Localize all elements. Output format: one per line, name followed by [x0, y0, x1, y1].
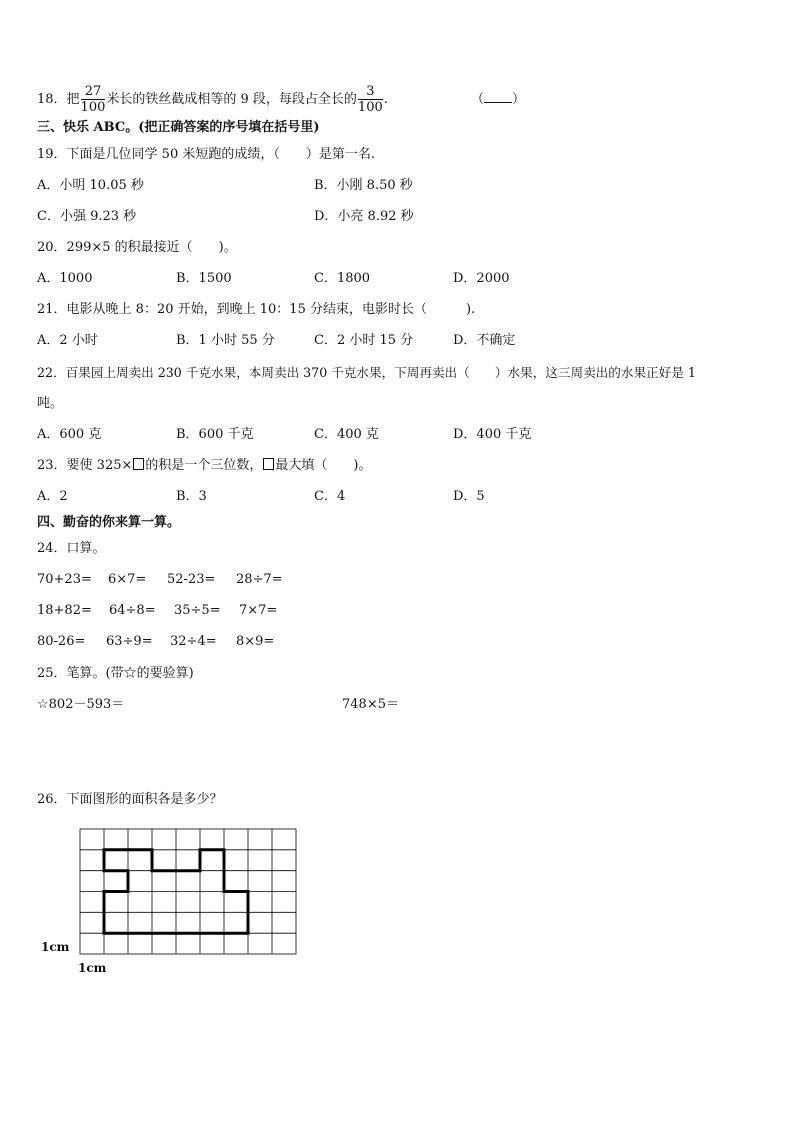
- q21-option-c[interactable]: C．2 小时 15 分: [314, 333, 414, 348]
- question-22-line-2: 吨。: [37, 396, 64, 411]
- section-3-title: 三、快乐 ABC。(把正确答案的序号填在括号里): [37, 120, 320, 135]
- calc-item: 6×7=: [108, 572, 147, 587]
- calc-item: 28÷7=: [236, 572, 283, 587]
- q18-middle: 米长的铁丝截成相等的 9 段，每段占全长的: [106, 92, 357, 107]
- q19-option-b[interactable]: B．小刚 8.50 秒: [314, 178, 413, 193]
- q22-option-a[interactable]: A．600 克: [37, 427, 102, 442]
- question-23: 23．要使 325× 的积是一个三位数， 最大填（ )。: [37, 458, 372, 473]
- q23-option-b[interactable]: B．3: [176, 489, 207, 504]
- q19-option-a[interactable]: A．小明 10.05 秒: [37, 178, 144, 193]
- q22-option-b[interactable]: B．600 千克: [176, 427, 254, 442]
- calc-item: 18+82=: [37, 603, 92, 618]
- question-24-title: 24．口算。: [37, 541, 106, 556]
- area-grid-figure: [70, 822, 310, 962]
- blank-box-icon: [133, 458, 144, 470]
- fraction-3-100: $\frac{3}{100}$: [357, 84, 383, 115]
- q19-option-c[interactable]: C．小强 9.23 秒: [37, 209, 137, 224]
- q19-option-d[interactable]: D．小亮 8.92 秒: [314, 209, 414, 224]
- written-calc-1: ☆802－593＝: [37, 697, 125, 712]
- calc-item: 64÷8=: [109, 603, 156, 618]
- question-26-title: 26．下面图形的面积各是多少？: [37, 792, 223, 807]
- question-19: 19．下面是几位同学 50 米短跑的成绩，（ ）是第一名.: [37, 147, 375, 162]
- unit-label-left: 1cm: [41, 940, 70, 954]
- calc-item: 80-26=: [37, 634, 86, 649]
- q18-end: .: [383, 92, 388, 107]
- q20-option-b[interactable]: B．1500: [176, 271, 232, 286]
- question-25-title: 25．笔算。(带☆的要验算): [37, 666, 194, 681]
- calc-item: 70+23=: [37, 572, 92, 587]
- q21-option-d[interactable]: D．不确定: [453, 333, 516, 348]
- section-4-title: 四、勤奋的你来算一算。: [37, 515, 181, 530]
- q23-option-c[interactable]: C．4: [314, 489, 346, 504]
- blank-box-icon: [263, 458, 274, 470]
- calc-item: 52-23=: [167, 572, 216, 587]
- q21-option-a[interactable]: A．2 小时: [37, 333, 98, 348]
- written-calc-2: 748×5＝: [342, 697, 399, 712]
- fraction-27-100: $\frac{27}{100}$: [80, 84, 106, 115]
- answer-blank[interactable]: [484, 91, 512, 103]
- q20-option-d[interactable]: D．2000: [453, 271, 510, 286]
- q18-answer-bracket[interactable]: （ ）: [471, 92, 526, 107]
- calc-item: 32÷4=: [170, 634, 217, 649]
- q23-option-a[interactable]: A．2: [37, 489, 68, 504]
- question-18: [37, 84, 388, 115]
- q21-option-b[interactable]: B．1 小时 55 分: [176, 333, 275, 348]
- calc-item: 8×9=: [236, 634, 275, 649]
- q22-option-d[interactable]: D．400 千克: [453, 427, 532, 442]
- question-20: 20．299×5 的积最接近（ )。: [37, 240, 237, 255]
- unit-label-bottom: 1cm: [78, 961, 107, 975]
- q20-option-a[interactable]: A．1000: [37, 271, 93, 286]
- question-22-line-1: 22．百果园上周卖出 230 千克水果，本周卖出 370 千克水果，下周再卖出（ ）水果，这三周卖出的水果正好是 1: [37, 365, 696, 380]
- calc-item: 63÷9=: [106, 634, 153, 649]
- q18-prefix: 18．把: [37, 92, 80, 107]
- q20-option-c[interactable]: C．1800: [314, 271, 371, 286]
- calc-item: 7×7=: [239, 603, 278, 618]
- q23-option-d[interactable]: D．5: [453, 489, 485, 504]
- question-21: 21．电影从晚上 8：20 开始，到晚上 10：15 分结束，电影时长（ ).: [37, 302, 476, 317]
- calc-item: 35÷5=: [174, 603, 221, 618]
- q22-option-c[interactable]: C．400 克: [314, 427, 379, 442]
